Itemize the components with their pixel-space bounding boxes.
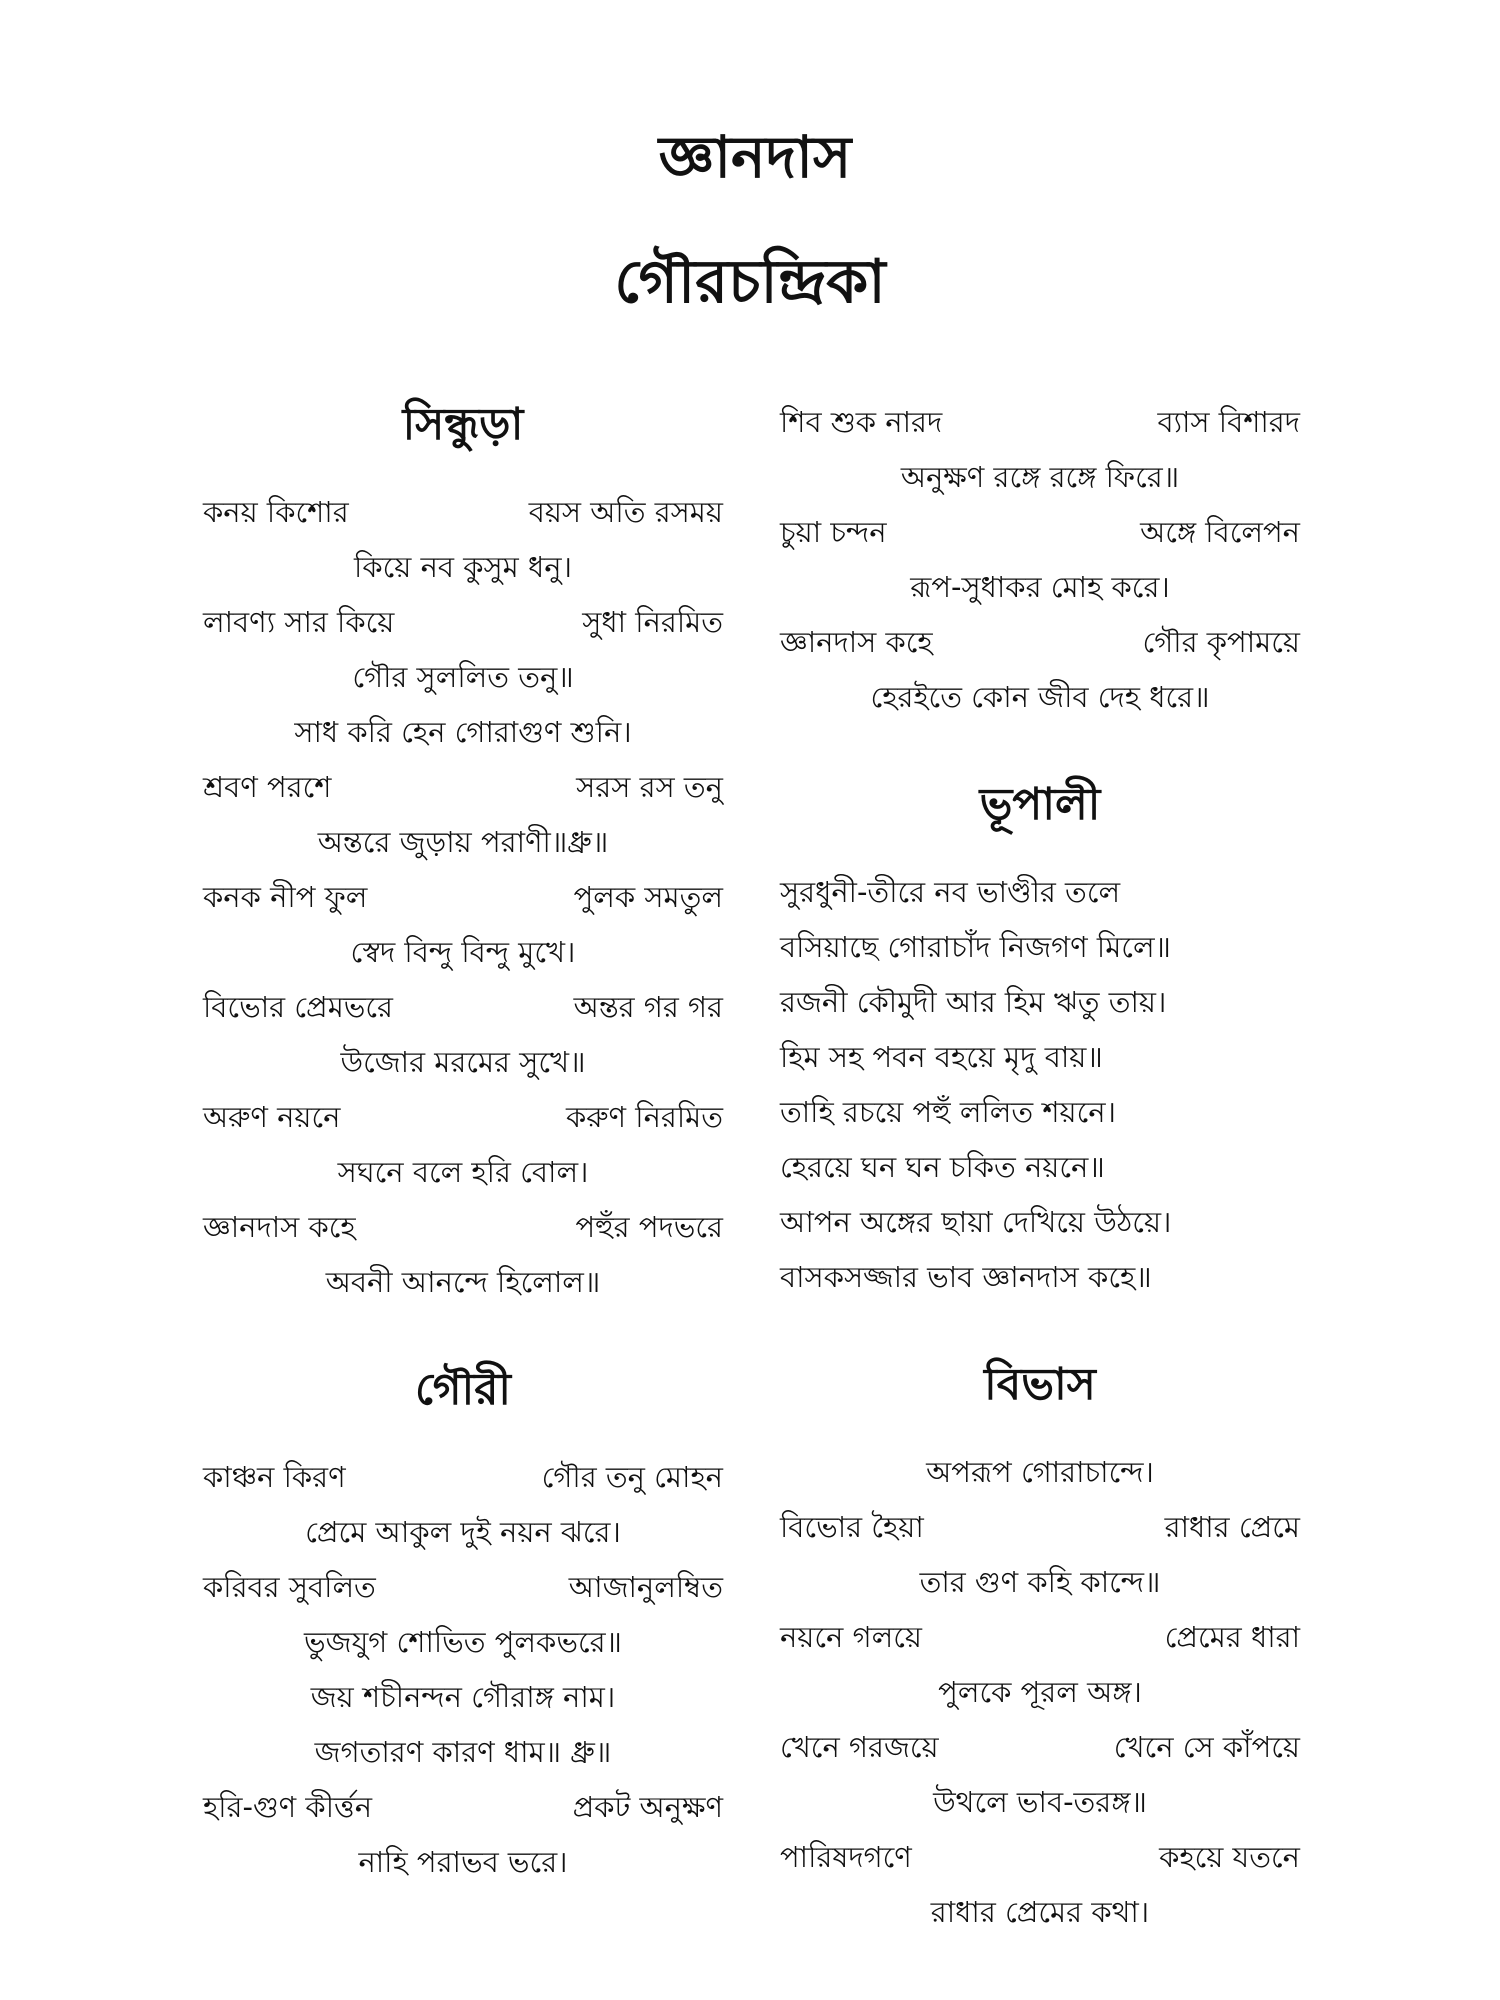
- verse-refrain-line: প্রেমে আকুল দুই নয়ন ঝরে।: [305, 1515, 621, 1549]
- verse-first-half: অরুণ নয়নে: [203, 1100, 341, 1134]
- verse-first-half: জ্ঞানদাস কহে: [203, 1210, 356, 1244]
- verse-first-half: করিবর সুবলিত: [203, 1570, 376, 1604]
- verse-first-half: হরি-গুণ কীর্ত্তন: [203, 1790, 373, 1824]
- verse-refrain-line: অবনী আনন্দে হিলোল॥: [325, 1265, 601, 1299]
- poem-bibhas: [780, 1445, 1300, 1940]
- verse-refrain-line: অন্তরে জুড়ায় পরাণী॥ধ্রু॥: [317, 825, 609, 859]
- verse-line: বসিয়াছে গোরাচাঁদ নিজগণ মিলে॥: [780, 930, 1171, 964]
- verse-first-half: খেনে গরজয়ে: [780, 1730, 939, 1764]
- verse-second-half: পুলক সমতুল: [573, 880, 723, 914]
- verse-refrain-line: পুলকে পূরল অঙ্গ।: [938, 1675, 1142, 1709]
- verse-first-half: শ্রবণ পরশে: [203, 770, 332, 804]
- verse-line: হিম সহ পবন বহয়ে মৃদু বায়॥: [780, 1040, 1103, 1074]
- verse-line: [203, 1090, 723, 1145]
- verse-first-half: শিব শুক নারদ: [780, 405, 943, 439]
- verse-second-half: পহুঁর পদভরে: [575, 1210, 723, 1244]
- verse-first-half: চুয়া চন্দন: [780, 515, 887, 549]
- poem-continuation: [780, 395, 1300, 725]
- verse-line: বাসকসজ্জার ভাব জ্ঞানদাস কহে॥: [780, 1260, 1152, 1294]
- verse-line: [780, 1830, 1300, 1885]
- verse-refrain-line: কিয়ে নব কুসুম ধনু।: [354, 550, 572, 584]
- verse-first-half: বিভোর হৈয়া: [780, 1510, 924, 1544]
- verse-line: [203, 1560, 723, 1615]
- verse-second-half: সুধা নিরমিত: [582, 605, 723, 639]
- left-column: [203, 395, 723, 1890]
- verse-first-half: নয়নে গলয়ে: [780, 1620, 922, 1654]
- verse-second-half: প্রেমের ধারা: [1164, 1620, 1300, 1654]
- verse-refrain-line: স্বেদ বিন্দু বিন্দু মুখে।: [350, 935, 576, 969]
- verse-line: [203, 760, 723, 815]
- verse-second-half: করুণ নিরমিত: [565, 1100, 723, 1134]
- verse-second-half: অঙ্গে বিলেপন: [1140, 515, 1300, 549]
- verse-second-half: প্রকট অনুক্ষণ: [572, 1790, 723, 1824]
- verse-first-half: জ্ঞানদাস কহে: [780, 625, 933, 659]
- poem-gauri: [203, 1450, 723, 1890]
- verse-second-half: ব্যাস বিশারদ: [1157, 405, 1300, 439]
- poem-heading-bibhas: বিভাস: [984, 1359, 1096, 1410]
- verse-line: [203, 1450, 723, 1505]
- verse-second-half: গৌর কৃপাময়ে: [1142, 625, 1300, 659]
- verse-first-half: পারিষদগণে: [780, 1840, 912, 1874]
- verse-line: [780, 615, 1300, 670]
- verse-second-half: আজানুলম্বিত: [568, 1570, 723, 1604]
- verse-refrain-line: তার গুণ কহি কান্দে॥: [919, 1565, 1161, 1599]
- verse-refrain-line: গৌর সুললিত তনু॥: [352, 660, 574, 694]
- verse-refrain-line: অনুক্ষণ রঙ্গে রঙ্গে ফিরে॥: [900, 460, 1180, 494]
- verse-first-half: কাঞ্চন কিরণ: [203, 1460, 346, 1494]
- poem-heading-sindhura: সিন্ধুড়া: [402, 399, 524, 450]
- verse-line: রজনী কৌমুদী আর হিম ঋতু তায়।: [780, 985, 1167, 1019]
- verse-line: [203, 870, 723, 925]
- verse-refrain-line: ভুজযুগ শোভিত পুলকভরে॥: [304, 1625, 622, 1659]
- verse-second-half: খেনে সে কাঁপয়ে: [1113, 1730, 1300, 1764]
- verse-second-half: কহয়ে যতনে: [1159, 1840, 1300, 1874]
- verse-line: [780, 1610, 1300, 1665]
- verse-first-half: কনয় কিশোর: [203, 495, 349, 529]
- verse-second-half: গৌর তনু মোহন: [541, 1460, 723, 1494]
- verse-line: আপন অঙ্গের ছায়া দেখিয়ে উঠয়ে।: [780, 1205, 1172, 1239]
- verse-refrain-line: জয় শচীনন্দন গৌরাঙ্গ নাম।: [310, 1680, 616, 1714]
- verse-line: তাহি রচয়ে পহুঁ ললিত শয়নে।: [780, 1095, 1116, 1129]
- verse-line: [203, 1200, 723, 1255]
- verse-refrain-line: সাধ করি হেন গোরাগুণ শুনি।: [294, 715, 632, 749]
- verse-line: [203, 595, 723, 650]
- verse-second-half: সরস রস তনু: [576, 770, 723, 804]
- book-title: গৌরচন্দ্রিকা: [614, 247, 886, 317]
- verse-refrain-line: হেরইতে কোন জীব দেহ ধরে॥: [870, 680, 1210, 714]
- right-column: [780, 395, 1300, 1940]
- verse-refrain-line: নাহি পরাভব ভরে।: [358, 1845, 568, 1879]
- verse-line: সুরধুনী-তীরে নব ভাণ্ডীর তলে: [780, 875, 1121, 909]
- verse-second-half: অন্তর গর গর: [573, 990, 723, 1024]
- verse-line: [780, 395, 1300, 450]
- poem-heading-bhupali: ভূপালী: [979, 779, 1101, 830]
- verse-second-half: বয়স অতি রসময়: [528, 495, 723, 529]
- author-name: জ্ঞানদাস: [658, 123, 852, 191]
- verse-refrain-line: রূপ-সুধাকর মোহ করে।: [910, 570, 1170, 604]
- poem-heading-gauri: গৌরী: [414, 1364, 512, 1415]
- verse-refrain-line: রাধার প্রেমের কথা।: [930, 1895, 1150, 1929]
- verse-refrain-line: সঘনে বলে হরি বোল।: [337, 1155, 589, 1189]
- verse-line: [203, 485, 723, 540]
- poem-bhupali: [780, 865, 1300, 1305]
- verse-line: [203, 1780, 723, 1835]
- verse-refrain-line: উথলে ভাব-তরঙ্গ॥: [933, 1785, 1147, 1819]
- verse-refrain-line: অপরূপ গোরাচান্দে।: [926, 1455, 1154, 1489]
- verse-refrain-line: উজোর মরমের সুখে॥: [340, 1045, 586, 1079]
- verse-line: [780, 1500, 1300, 1555]
- verse-line: হেরয়ে ঘন ঘন চকিত নয়নে॥: [780, 1150, 1105, 1184]
- verse-refrain-line: জগতারণ কারণ ধাম॥ ধ্রু॥: [314, 1735, 612, 1769]
- verse-second-half: রাধার প্রেমে: [1164, 1510, 1300, 1544]
- verse-first-half: বিভোর প্রেমভরে: [203, 990, 394, 1024]
- verse-first-half: লাবণ্য সার কিয়ে: [203, 605, 395, 639]
- verse-line: [780, 505, 1300, 560]
- poem-sindhura: [203, 485, 723, 1310]
- verse-line: [780, 1720, 1300, 1775]
- verse-line: [203, 980, 723, 1035]
- verse-first-half: কনক নীপ ফুল: [203, 880, 368, 914]
